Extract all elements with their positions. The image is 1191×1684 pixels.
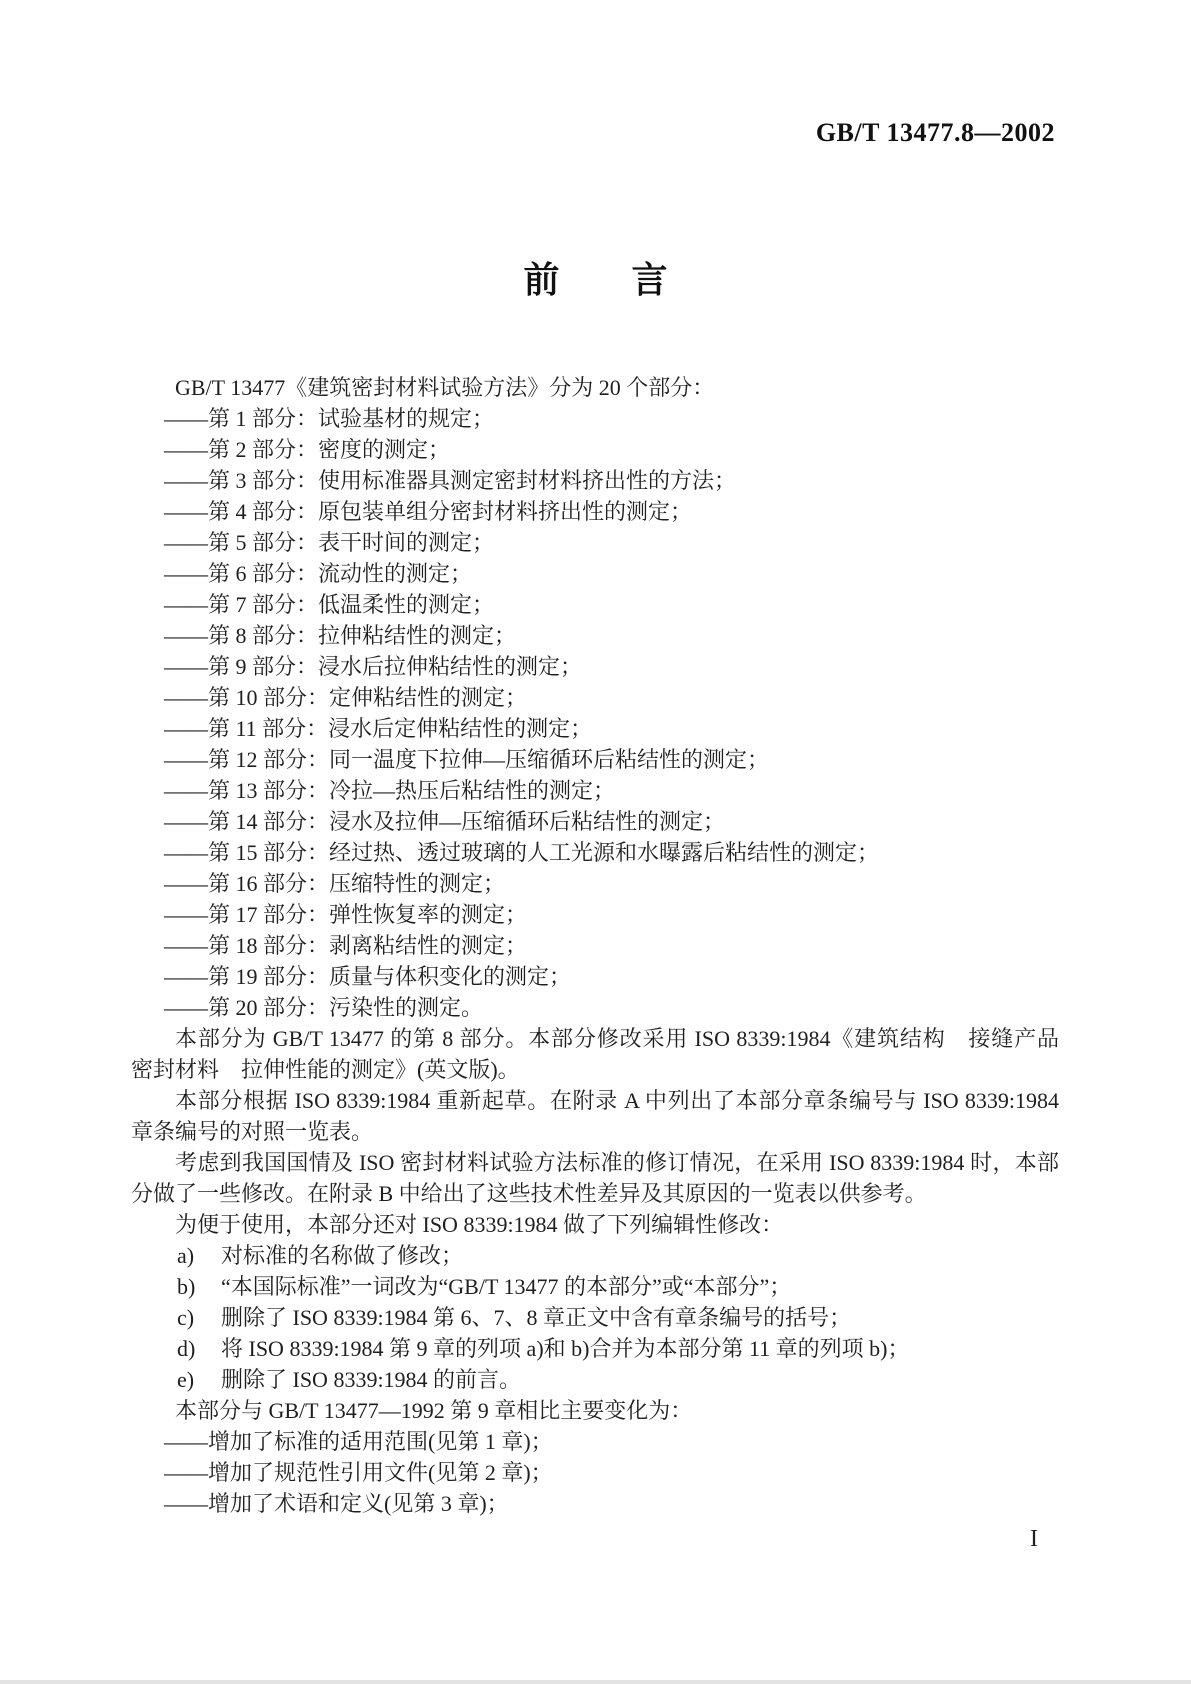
part-item: ——第 15 部分：经过热、透过玻璃的人工光源和水曝露后粘结性的测定；	[164, 840, 880, 865]
edit-item	[177, 1333, 1059, 1364]
part-item: ——第 14 部分：浸水及拉伸—压缩循环后粘结性的测定；	[164, 809, 726, 834]
foreword-paragraph: 本部分为 GB/T 13477 的第 8 部分。本部分修改采用 ISO 8339:1984《建筑结构 接缝产品 密封材料 拉伸性能的测定》(英文版)。	[131, 1026, 1082, 1082]
part-item: ——第 19 部分：质量与体积变化的测定；	[164, 964, 572, 989]
part-item: ——第 8 部分：拉伸粘结性的测定；	[164, 623, 517, 648]
part-item: ——第 9 部分：浸水后拉伸粘结性的测定；	[164, 654, 583, 679]
edit-item	[177, 1240, 1059, 1271]
change-item: ——增加了术语和定义(见第 3 章)；	[164, 1491, 509, 1516]
change-item: ——增加了标准的适用范围(见第 1 章)；	[164, 1429, 553, 1454]
edit-item	[177, 1271, 1059, 1302]
changes-intro: 本部分与 GB/T 13477—1992 第 9 章相比主要变化为：	[175, 1398, 693, 1423]
part-item: ——第 18 部分：剥离粘结性的测定；	[164, 933, 528, 958]
edit-text: 删除了 ISO 8339:1984 的前言。	[221, 1367, 522, 1392]
edit-text: “本国际标准”一词改为“GB/T 13477 的本部分”或“本部分”；	[221, 1274, 792, 1299]
part-item: ——第 20 部分：污染性的测定。	[164, 995, 484, 1020]
foreword-intro: GB/T 13477《建筑密封材料试验方法》分为 20 个部分：	[175, 375, 715, 400]
foreword-paragraph: 考虑到我国国情及 ISO 密封材料试验方法标准的修订情况，在采用 ISO 8339:1984 时，本部分做了一些修改。在附录 B 中给出了这些技术性差异及其原因的一览表以供参考。	[131, 1150, 1059, 1206]
change-item: ——增加了规范性引用文件(见第 2 章)；	[164, 1460, 553, 1485]
edit-item	[177, 1302, 1059, 1333]
part-item: ——第 5 部分：表干时间的测定；	[164, 530, 495, 555]
part-item: ——第 1 部分：试验基材的规定；	[164, 406, 495, 431]
edit-marker: b)	[177, 1274, 196, 1299]
part-item: ——第 7 部分：低温柔性的测定；	[164, 592, 495, 617]
edit-marker: a)	[177, 1243, 195, 1268]
edit-text: 将 ISO 8339:1984 第 9 章的列项 a)和 b)合并为本部分第 11 章的列项 b)；	[221, 1336, 910, 1361]
edit-text: 删除了 ISO 8339:1984 第 6、7、8 章正文中含有章条编号的括号；	[221, 1305, 852, 1330]
part-item: ——第 4 部分：原包装单组分密封材料挤出性的测定；	[164, 499, 693, 524]
edits-intro: 为便于使用，本部分还对 ISO 8339:1984 做了下列编辑性修改：	[175, 1212, 784, 1237]
part-item: ——第 10 部分：定伸粘结性的测定；	[164, 685, 528, 710]
part-item: ——第 11 部分：浸水后定伸粘结性的测定；	[164, 716, 593, 741]
edit-item	[177, 1364, 1059, 1395]
edit-text: 对标准的名称做了修改；	[221, 1243, 464, 1268]
standard-code: GB/T 13477.8—2002	[815, 118, 1055, 147]
page-title: 前 言	[523, 260, 668, 300]
part-item: ——第 17 部分：弹性恢复率的测定；	[164, 902, 528, 927]
part-item: ——第 3 部分：使用标准器具测定密封材料挤出性的方法；	[164, 468, 737, 493]
part-item: ——第 12 部分：同一温度下拉伸—压缩循环后粘结性的测定；	[164, 747, 770, 772]
foreword-body	[131, 372, 1082, 1519]
part-item: ——第 13 部分：冷拉—热压后粘结性的测定；	[164, 778, 616, 803]
part-item: ——第 6 部分：流动性的测定；	[164, 561, 473, 586]
edit-marker: c)	[177, 1305, 195, 1330]
foreword-paragraph: 本部分根据 ISO 8339:1984 重新起草。在附录 A 中列出了本部分章条编号与 ISO 8339:1984 章条编号的对照一览表。	[131, 1088, 1059, 1144]
edit-marker: e)	[177, 1367, 195, 1392]
page-number: I	[1030, 1526, 1038, 1552]
part-item: ——第 2 部分：密度的测定；	[164, 437, 451, 462]
scan-edge-artifact	[0, 1680, 1191, 1684]
part-item: ——第 16 部分：压缩特性的测定；	[164, 871, 506, 896]
edit-marker: d)	[177, 1336, 196, 1361]
